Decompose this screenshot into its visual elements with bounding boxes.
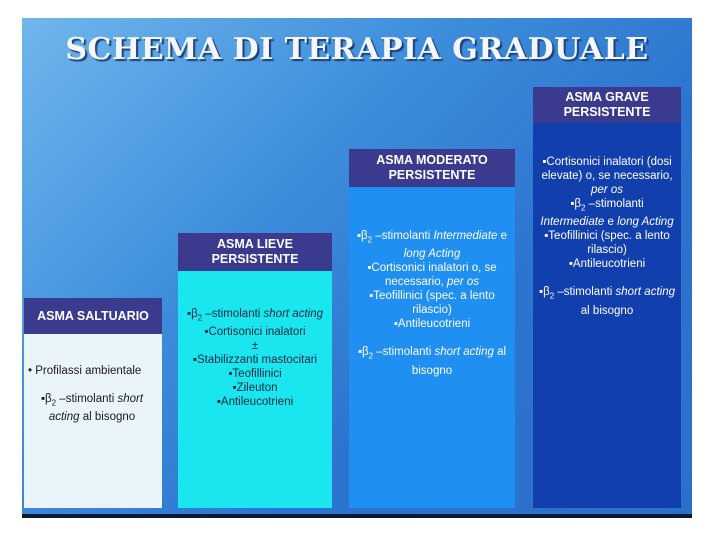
therapy-item: ▪Stabilizzanti mastocitari: [192, 354, 318, 367]
slide: [22, 18, 692, 515]
step-moderato-persistente: [349, 149, 515, 508]
step-grave-header-line1: ASMA GRAVE: [565, 90, 649, 104]
therapy-item: ▪Teofillinici: [228, 368, 282, 381]
step-moderato-header: [349, 149, 515, 187]
therapy-item: • Profilassi ambientale: [28, 365, 142, 377]
step-saltuario-header: [24, 298, 162, 334]
step-saltuario: [24, 298, 162, 508]
therapy-item: $▪\beta_2$ –stimolanti Intermediate e long Acting: [356, 230, 508, 261]
therapy-item: ▪Antileucotrieni: [393, 318, 471, 331]
step-lieve-header-line2: PERSISTENTE: [211, 252, 299, 266]
therapy-item: ▪Antileucotrieni: [216, 396, 294, 409]
therapy-item: ▪Teofillinici (spec. a lento rilascio): [544, 230, 670, 257]
therapy-item: $▪\beta_2$ –stimolanti short acting al bisogno: [357, 346, 507, 377]
therapy-item: ▪Teofillinici (spec. a lento rilascio): [369, 290, 495, 317]
therapy-item: ▪Zileuton: [232, 382, 278, 395]
therapy-item: ±: [251, 340, 259, 353]
therapy-item: ▪Cortisonici inalatori: [204, 326, 306, 339]
therapy-item: $▪\beta_2$ –stimolanti short acting: [187, 308, 323, 323]
therapy-item: ▪Cortisonici inalatori o, se necessario, per os: [367, 262, 497, 289]
step-lieve-persistente: [178, 233, 332, 508]
step-lieve-header-line1: ASMA LIEVE: [217, 237, 293, 251]
slide-bottom-bar: [22, 514, 692, 518]
therapy-item: $▪\beta_2$ –stimolanti Intermediate e long Acting: [540, 198, 674, 229]
step-moderato-body: [349, 187, 515, 508]
therapy-item: ▪Antileucotrieni: [568, 258, 646, 271]
step-saltuario-body: [24, 334, 162, 508]
therapy-item: $▪\beta_2$ –stimolanti short acting al bisogno: [539, 286, 675, 317]
step-lieve-body: [178, 271, 332, 508]
step-grave-header-line2: PERSISTENTE: [563, 105, 651, 119]
step-grave-body: [533, 123, 681, 508]
step-grave-persistente: [533, 87, 681, 508]
step-moderato-header-line2: PERSISTENTE: [388, 168, 476, 182]
therapy-item: $▪\beta_2$ –stimolanti short acting al bisogno: [40, 393, 144, 424]
step-grave-header: [533, 87, 681, 123]
step-moderato-header-line1: ASMA MODERATO: [376, 153, 488, 167]
therapy-item: ▪Cortisonici inalatori (dosi elevate) o, se necessario, per os: [541, 156, 673, 196]
slide-title: SCHEMA DI TERAPIA GRADUALE: [65, 32, 649, 67]
step-saltuario-header-line1: ASMA SALTUARIO: [37, 308, 149, 323]
step-lieve-header: [178, 233, 332, 271]
